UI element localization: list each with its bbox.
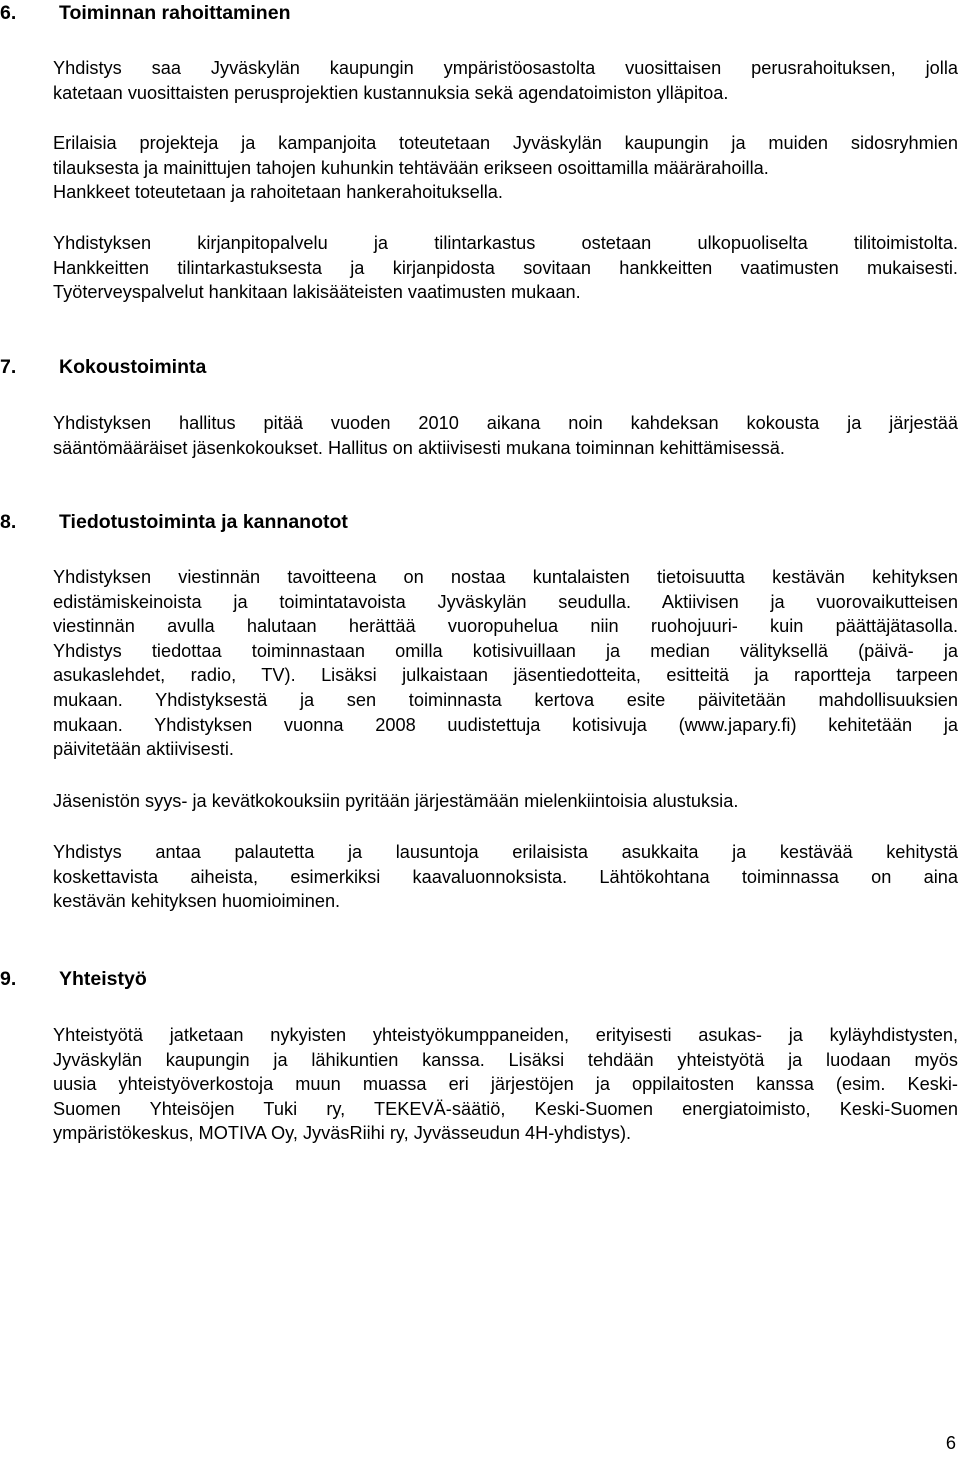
section-number: 7. — [0, 356, 17, 378]
text-line: Erilaisia projekteja ja kampanjoita toteutetaan Jyväskylän kaupungin ja muiden sidosryhmien — [53, 133, 958, 153]
text-line: Yhdistys saa Jyväskylän kaupungin ympäristöosastolta vuosittaisen perusrahoituksen, jolla — [53, 58, 958, 78]
text-line: koskettavista aiheista, esimerkiksi kaavaluonnoksista. Lähtökohtana toiminnassa on aina — [53, 866, 958, 887]
text-line: Yhteistyötä jatketaan nykyisten yhteistyökumppaneiden, erityisesti asukas- ja kyläyhdistysten, — [53, 1025, 958, 1045]
section-number: 8. — [0, 511, 17, 533]
paragraph — [53, 789, 958, 814]
text-line: Yhdistys antaa palautetta ja lausuntoja erilaisista asukkaita ja kestävää kehitystä — [53, 842, 958, 862]
paragraph — [53, 411, 958, 460]
paragraph — [53, 1023, 958, 1146]
text-line: Yhdistyksen viestinnän tavoitteena on nostaa kuntalaisten tietoisuutta kestävän kehityksen — [53, 567, 958, 587]
section-number: 9. — [0, 968, 17, 990]
section-title: Kokoustoiminta — [59, 356, 207, 378]
text-line: Yhdistys tiedottaa toiminnastaan omilla kotisivuillaan ja median välityksellä (päivä- ja — [53, 640, 958, 661]
text-line: uusia yhteistyöverkostoja muun muassa eri järjestöjen ja oppilaitosten kanssa (esim. Keski- — [53, 1074, 958, 1095]
text-line: Jyväskylän kaupungin ja lähikuntien kanssa. Lisäksi tehdään yhteistyötä ja luodaan myös — [53, 1049, 958, 1070]
text-line: Suomen Yhteisöjen Tuki ry, TEKEVÄ-säätiö, Keski-Suomen energiatoimisto, Keski-Suomen — [53, 1098, 958, 1119]
section-title: Tiedotustoiminta ja kannanotot — [59, 511, 348, 533]
paragraph — [53, 56, 958, 105]
text-line: Jäsenistön syys- ja kevätkokouksiin pyritään järjestämään mielenkiintoisia alustuksia. — [53, 791, 739, 811]
text-line: ympäristökeskus, MOTIVA Oy, JyväsRiihi ry, Jyvässeudun 4H-yhdistys). — [53, 1123, 632, 1144]
paragraph — [53, 231, 958, 305]
text-line: katetaan vuosittaisten perusprojektien kustannuksia sekä agendatoimiston ylläpitoa. — [53, 82, 729, 103]
text-line: mukaan. Yhdistyksen vuonna 2008 uudistettuja kotisivuja (www.japary.fi) kehitetään ja — [53, 714, 958, 735]
text-line: edistämiskeinoista ja toimintatavoista Jyväskylän seudulla. Aktiivisen ja vuorovaikutteisen — [53, 591, 958, 612]
text-line: Hankkeitten tilintarkastuksesta ja kirjanpidosta sovitaan hankkeitten vaatimusten mukaisesti. — [53, 257, 958, 278]
text-line: tilauksesta ja mainittujen tahojen kuhunkin tehtävään erikseen osoittamilla määrärahoilla. — [53, 157, 769, 178]
text-line: kestävän kehityksen huomioiminen. — [53, 891, 341, 912]
text-line: asukaslehdet, radio, TV). Lisäksi julkaistaan jäsentiedotteita, esitteitä ja raportteja tarpeen — [53, 665, 958, 686]
text-line: Yhdistyksen kirjanpitopalvelu ja tilintarkastus ostetaan ulkopuoliselta tilitoimistolta. — [53, 233, 958, 253]
section-title: Toiminnan rahoittaminen — [59, 2, 291, 24]
text-line: päivitetään aktiivisesti. — [53, 739, 234, 760]
section-number: 6. — [0, 2, 17, 24]
text-line: Yhdistyksen hallitus pitää vuoden 2010 aikana noin kahdeksan kokousta ja järjestää — [53, 413, 958, 433]
paragraph — [53, 565, 958, 762]
text-line: mukaan. Yhdistyksestä ja sen toiminnasta kertova esite päivitetään mahdollisuuksien — [53, 689, 958, 710]
paragraph — [53, 131, 958, 205]
paragraph — [53, 840, 958, 914]
page-number: 6 — [945, 1433, 956, 1453]
text-line: viestinnän avulla halutaan herättää vuoropuhelua niin ruohojuuri- kuin päättäjätasolla. — [53, 616, 958, 637]
text-line: sääntömääräiset jäsenkokoukset. Hallitus on aktiivisesti mukana toiminnan kehittämisessä. — [53, 437, 785, 458]
section-title: Yhteistyö — [59, 968, 147, 990]
text-line: Hankkeet toteutetaan ja rahoitetaan hankerahoituksella. — [53, 182, 503, 203]
text-line: Työterveyspalvelut hankitaan lakisääteisten vaatimusten mukaan. — [53, 282, 581, 303]
